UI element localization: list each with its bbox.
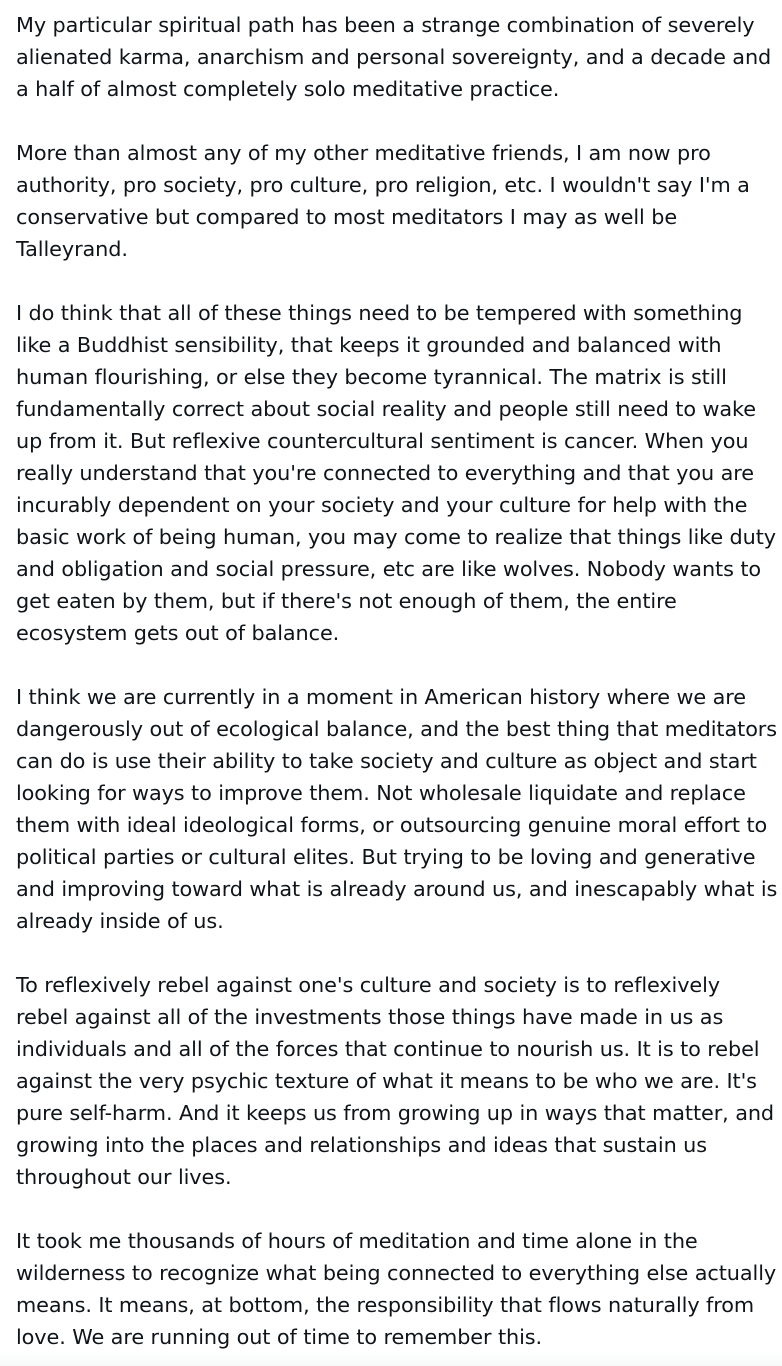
post-paragraph-5: To reflexively rebel against one's culture and society is to reflexively rebel against all of the investments those things have made in us as individuals and all of the forces that continue to nourish us. It is to rebel against the very psychic texture of what it means to be who we are. It's pure self-harm. And it keeps us from growing up in ways that matter, and growing into the places and relationships and ideas that sustain us throughout our lives. <box>16 973 775 1189</box>
post-paragraph-2: More than almost any of my other meditative friends, I am now pro authority, pro society, pro culture, pro religion, etc. I wouldn't say I'm a conservative but compared to most meditators I may as well be Talleyrand. <box>16 141 750 261</box>
post-text <box>16 9 778 1353</box>
post-paragraph-4: I think we are currently in a moment in American history where we are dangerously out of ecological balance, and the best thing that meditators can do is use their ability to take society and culture as object and start looking for ways to improve them. Not wholesale liquidate and replace them with ideal ideological forms, or outsourcing genuine moral effort to political parties or cultural elites. But trying to be loving and generative and improving toward what is already around us, and inescapably what is already inside of us. <box>16 685 778 933</box>
post-paragraph-1: My particular spiritual path has been a strange combination of severely alienated karma, anarchism and personal sovereignty, and a decade and a half of almost completely solo meditative practice. <box>16 13 772 101</box>
bottom-edge <box>0 1352 782 1366</box>
post-paragraph-6: It took me thousands of hours of meditation and time alone in the wilderness to recognize what being connected to everything else actually means. It means, at bottom, the responsibility that flows naturally from love. We are running out of time to remember this. <box>16 1229 777 1349</box>
post-paragraph-3: I do think that all of these things need to be tempered with something like a Buddhist sensibility, that keeps it grounded and balanced with human flourishing, or else they become tyrannical. The matrix is still fundamentally correct about social reality and people still need to wake up from it. But reflexive countercultural sentiment is cancer. When you really understand that you're connected to everything and that you are incurably dependent on your society and your culture for help with the basic work of being human, you may come to realize that things like duty and obligation and social pressure, etc are like wolves. Nobody wants to get eaten by them, but if there's not enough of them, the entire ecosystem gets out of balance. <box>16 301 776 645</box>
